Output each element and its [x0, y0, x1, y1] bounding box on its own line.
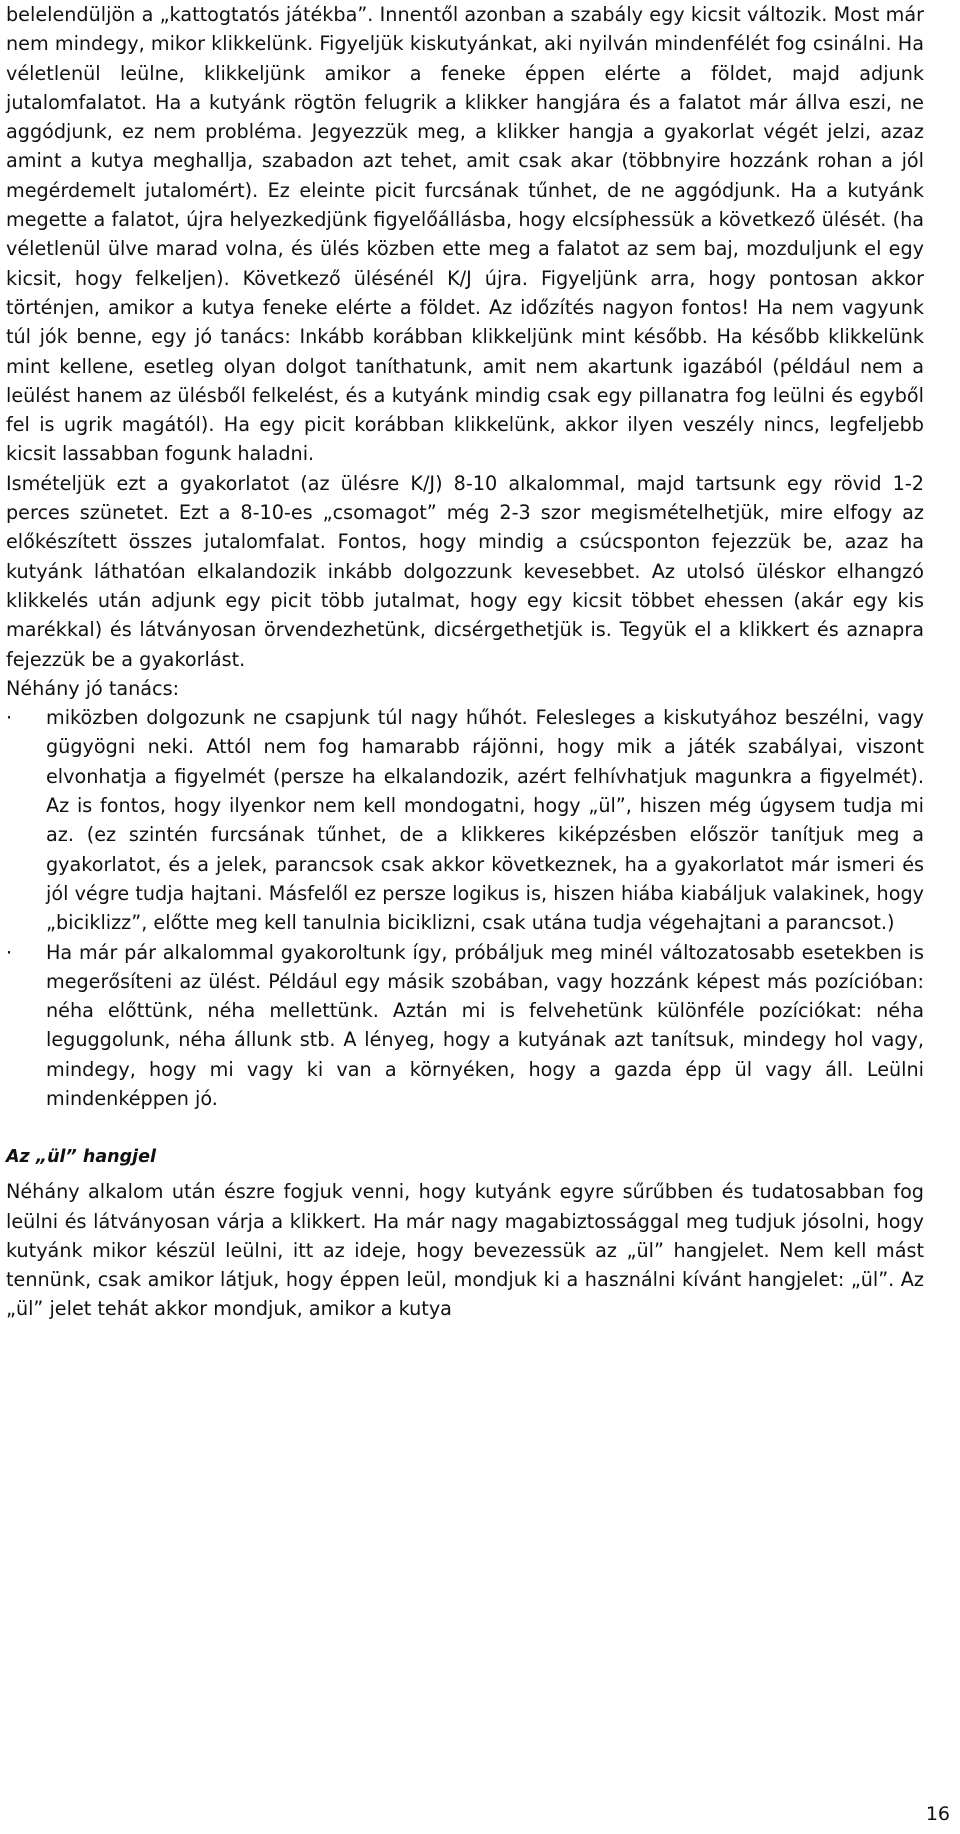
page-number: 16 — [925, 1803, 950, 1825]
bullet-dot-icon: · — [6, 706, 13, 730]
tip-item-text: miközben dolgozunk ne csapjunk túl nagy hűhót. Felesleges a kiskutyához beszélni, vagy gügyögni neki. Attól nem fog hamarabb rájönni, hogy mik a játék szabályai, viszont elvonhatja a figyelmét (persze ha elkalandozik, azért felhívhatjuk magunkra a figyelmét). Az is fontos, hogy ilyenkor nem kell mondogatni, hogy „ül”, hiszen még úgysem tudja mi az. (ez szintén furcsának tűnhet, de a klikkeres kiképzésben először tanítjuk meg a gyakorlatot, és a jelek, parancsok csak akkor következnek, ha a gyakorlatot már ismeri és jól végre tudja hajtani. Másfelől ez persze logikus is, hiszen hiába kiabáljuk valakinek, hogy „biciklizz”, előtte meg kell tanulnia biciklizni, csak utána tudja végehajtani a parancsot.) — [46, 706, 924, 935]
tips-intro: Néhány jó tanács: — [6, 676, 180, 700]
section-heading: Az „ül” hangjel — [6, 1147, 157, 1168]
bullet-dot-icon: · — [6, 940, 13, 964]
body-paragraph-1: belelendüljön a „kattogtatós játékba”. Innentől azonban a szabály egy kicsit változik. Most már nem mindegy, mikor klikkelünk. Figyeljük kiskutyánkat, aki nyilván mindenfélét fog csinálni. Ha véletlenül leülne, klikkeljünk amikor a feneke éppen elérte a földet, majd adjunk jutalomfalatot. Ha a kutyánk rögtön felugrik a klikker hangjára és a falatot már állva eszi, ne aggódjunk, ez nem probléma. Jegyezzük meg, a klikker hangja a gyakorlat végét jelzi, azaz amint a kutya meghallja, szabadon azt tehet, amit csak akar (többnyire hozzánk rohan a jól megérdemelt jutalomért). Ez eleinte picit furcsának tűnhet, de ne aggódjunk. Ha a kutyánk megette a falatot, újra helyezkedjünk figyelőállásba, hogy elcsíphessük a következő ülését. (ha véletlenül ülve marad volna, és ülés közben ette meg a falatot az sem baj, mozduljunk el egy kicsit, hogy felkeljen). Következő ülésénél K/J újra. Figyeljünk arra, hogy pontosan akkor történjen, amikor a kutya feneke elérte a földet. Az időzítés nagyon fontos! Ha nem vagyunk túl jók benne, egy jó tanács: Inkább korábban klikkeljünk mint később. Ha később klikkelünk mint kellene, esetleg olyan dolgot taníthatunk, amit nem akartunk igazából (például nem a leülést hanem az ülésből felkelést, és a kutyánk mindig csak egy pillanatra fog leülni és egyből fel is ugrik magától). Ha egy picit korábban klikkelünk, akkor ilyen veszély nincs, legfeljebb kicsit lassabban fogunk haladni. — [6, 3, 924, 466]
tip-item-2 — [6, 938, 924, 1114]
body-paragraph-2: Ismételjük ezt a gyakorlatot (az ülésre K/J) 8-10 alkalommal, majd tartsunk egy rövid 1-2 perces szünetet. Ezt a 8-10-es „csomagot” még 2-3 szor megismételhetjük, mire elfogy az előkészített összes jutalomfalat. Fontos, hogy mindig a csúcsponton fejezzük be, azaz ha kutyánk láthatóan elkalandozik inkább dolgozzunk kevesebbet. Az utolsó üléskor elhangzó klikkelés után adjunk egy picit több jutalmat, hogy egy kicsit többet ehessen (akár egy kis marékkal) és látványosan örvendezhetünk, dicsérgethetjük is. Tegyük el a klikkert és aznapra fejezzük be a gyakorlást. — [6, 471, 924, 671]
tip-item-text: Ha már pár alkalommal gyakoroltunk így, próbáljuk meg minél változatosabb esetekben is megerősíteni az ülést. Például egy másik szobában, vagy hozzánk képest más pozícióban: néha előttünk, néha mellettünk. Aztán mi is felvehetünk különféle pozíciókat: néha leguggolunk, néha állunk stb. A lényeg, hogy a kutyának azt tanítsuk, mindegy hol vagy, mindegy, hogy mi vagy ki van a környéken, hogy a gazda épp ül vagy áll. Leülni mindenképpen jó. — [46, 940, 924, 1110]
section-paragraph: Néhány alkalom után észre fogjuk venni, hogy kutyánk egyre sűrűbben és tudatosabban fog leülni és látványosan várja a klikkert. Ha már nagy magabiztossággal meg tudjuk jósolni, hogy kutyánk mikor készül leülni, itt az ideje, hogy bevezessük az „ül” hangjelet. Nem kell mást tennünk, csak amikor látjuk, hogy éppen leül, mondjuk ki a használni kívánt hangjelet: „ül”. Az „ül” jelet tehát akkor mondjuk, amikor a kutya — [6, 1180, 924, 1321]
document-page — [6, 0, 924, 1324]
tip-item-1 — [6, 703, 924, 937]
